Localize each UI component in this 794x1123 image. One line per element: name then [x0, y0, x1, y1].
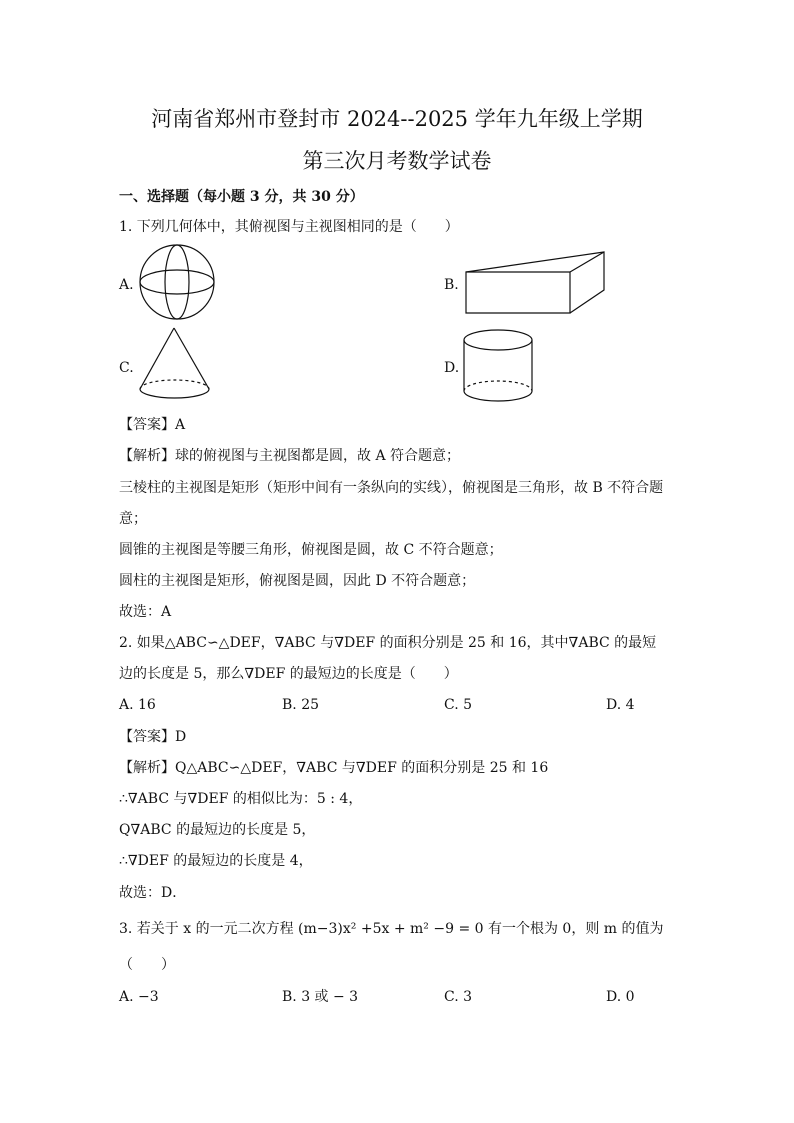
- q2-stem-line2: 边的长度是 5，那么∇DEF 的最短边的长度是（ ）: [119, 666, 458, 682]
- q1-option-b-label: B.: [444, 277, 459, 293]
- cylinder-icon: [462, 327, 536, 405]
- q1-analysis-line: 意；: [119, 511, 147, 527]
- q1-analysis-line: 圆锥的主视图是等腰三角形，俯视图是圆，故 C 不符合题意；: [119, 542, 503, 558]
- cone-icon: [138, 325, 214, 403]
- q2-option-d: D. 4: [606, 697, 635, 713]
- q2-analysis-line: 【解析】Q△ABC∽△DEF，∇ABC 与∇DEF 的面积分别是 25 和 16: [119, 760, 549, 776]
- q2-answer: 【答案】D: [119, 729, 187, 745]
- q2-option-b: B. 25: [282, 697, 320, 713]
- q1-stem: 1. 下列几何体中，其俯视图与主视图相同的是（ ）: [119, 219, 459, 235]
- q2-analysis-line: 故选：D．: [119, 885, 187, 901]
- q1-option-d-label: D.: [444, 360, 460, 376]
- q3-option-a: A. −3: [119, 989, 159, 1005]
- page-title-line2: 第三次月考数学试卷: [302, 149, 492, 173]
- q3-stem-line2: （ ）: [119, 957, 175, 973]
- q1-analysis-line: 三棱柱的主视图是矩形（矩形中间有一条纵向的实线），俯视图是三角形，故 B 不符合题: [119, 480, 664, 496]
- section-heading: 一、选择题（每小题 3 分，共 30 分）: [119, 189, 364, 205]
- q3-option-b: B. 3 或 − 3: [282, 989, 359, 1005]
- q3-option-d: D. 0: [606, 989, 635, 1005]
- triangular-prism-icon: [462, 250, 607, 316]
- q3-stem-line1: 3. 若关于 x 的一元二次方程 (m−3)x² +5x + m² −9 = 0 有一个根为 0，则 m 的值为: [119, 921, 664, 937]
- q2-analysis-line: ∴∇DEF 的最短边的长度是 4，: [119, 853, 313, 869]
- q2-option-c: C. 5: [444, 697, 473, 713]
- q1-option-c-label: C.: [119, 360, 134, 376]
- q2-option-a: A. 16: [119, 697, 156, 713]
- q2-stem-line1: 2. 如果△ABC∽△DEF，∇ABC 与∇DEF 的面积分别是 25 和 16，其中∇ABC 的最短: [119, 635, 657, 651]
- q1-answer: 【答案】A: [119, 417, 186, 433]
- sphere-icon: [138, 244, 218, 320]
- q1-analysis-line: 圆柱的主视图是矩形，俯视图是圆，因此 D 不符合题意；: [119, 573, 476, 589]
- page-title-line1: 河南省郑州市登封市 2024--2025 学年九年级上学期: [151, 107, 643, 131]
- q2-analysis-line: ∴∇ABC 与∇DEF 的相似比为：5 : 4，: [119, 791, 363, 807]
- q1-analysis-line: 【解析】球的俯视图与主视图都是圆，故 A 符合题意；: [119, 448, 461, 464]
- q3-option-c: C. 3: [444, 989, 473, 1005]
- q1-analysis-line: 故选：A: [119, 604, 172, 620]
- q1-option-a-label: A.: [119, 277, 134, 293]
- q2-analysis-line: Q∇ABC 的最短边的长度是 5，: [119, 822, 316, 838]
